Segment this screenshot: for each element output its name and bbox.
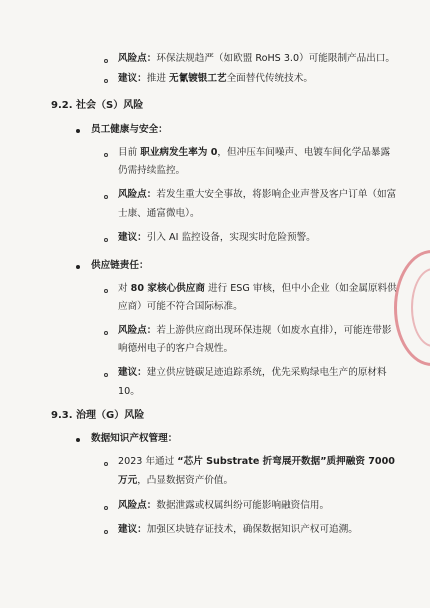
bullet-icon <box>76 129 80 133</box>
health-risk-line1: 风险点：若发生重大安全事故，将影响企业声誉及客户订单（如富 <box>118 189 397 200</box>
health-current-line2: 仍需持续监控。 <box>118 165 186 176</box>
bullet-icon <box>76 265 80 269</box>
env-advice-label: 建议： <box>118 73 147 84</box>
env-risk-label: 风险点： <box>118 53 157 64</box>
sub-bullet-icon <box>104 238 108 242</box>
sub-bullet-icon <box>104 373 108 377</box>
env-advice-line: 建议：推进 无氰镀银工艺全面替代传统技术。 <box>118 73 313 84</box>
sub-bullet-icon <box>104 506 108 510</box>
sub-bullet-icon <box>104 530 108 534</box>
sub-bullet-icon <box>104 462 108 466</box>
supply-risk-line1: 风险点：若上游供应商出现环保违规（如废水直排），可能连带影 <box>118 325 392 336</box>
sub-bullet-icon <box>104 59 108 63</box>
sub-bullet-icon <box>104 331 108 335</box>
health-advice-line: 建议：引入 AI 监控设备，实现实时危险预警。 <box>118 232 316 243</box>
sub-bullet-icon <box>104 289 108 293</box>
supply-advice-line1: 建议：建立供应链碳足迹追踪系统，优先采购绿电生产的原材料 <box>118 367 387 378</box>
section-heading-social: 9.2. 社会（S）风险 <box>51 100 144 111</box>
ip-pledge-line2: 万元，凸显数据资产价值。 <box>118 475 234 486</box>
env-risk-line <box>118 52 395 66</box>
bullet-icon <box>76 438 80 442</box>
health-title: 员工健康与安全： <box>91 124 168 135</box>
ip-advice-line: 建议：加强区块链存证技术，确保数据知识产权可追溯。 <box>118 524 358 535</box>
supply-title: 供应链责任： <box>91 260 149 271</box>
supply-risk-line2: 响德州电子的客户合规性。 <box>118 343 234 354</box>
health-risk-line2: 士康、通富微电）。 <box>118 208 200 219</box>
supply-audit-line1: 对 80 家核心供应商 进行 ESG 审核，但中小企业（如金属原料供 <box>118 283 397 294</box>
env-risk-text: 环保法规趋严（如欧盟 RoHS 3.0）可能限制产品出口。 <box>156 53 396 64</box>
ip-pledge-line1: 2023 年通过 “芯片 Substrate 折弯展开数据”质押融资 7000 <box>118 456 395 467</box>
ip-title: 数据知识产权管理： <box>91 433 178 444</box>
section-heading-governance: 9.3. 治理（G）风险 <box>51 410 145 421</box>
sub-bullet-icon <box>104 153 108 157</box>
supply-advice-line2: 10。 <box>118 386 140 397</box>
sub-bullet-icon <box>104 79 108 83</box>
health-current-line1: 目前 职业病发生率为 0，但冲压车间噪声、电镀车间化学品暴露 <box>118 147 391 158</box>
supply-audit-line2: 应商）可能不符合国际标准。 <box>118 301 243 312</box>
ip-risk-line: 风险点：数据泄露或权属纠纷可能影响融资信用。 <box>118 500 330 511</box>
sub-bullet-icon <box>104 195 108 199</box>
